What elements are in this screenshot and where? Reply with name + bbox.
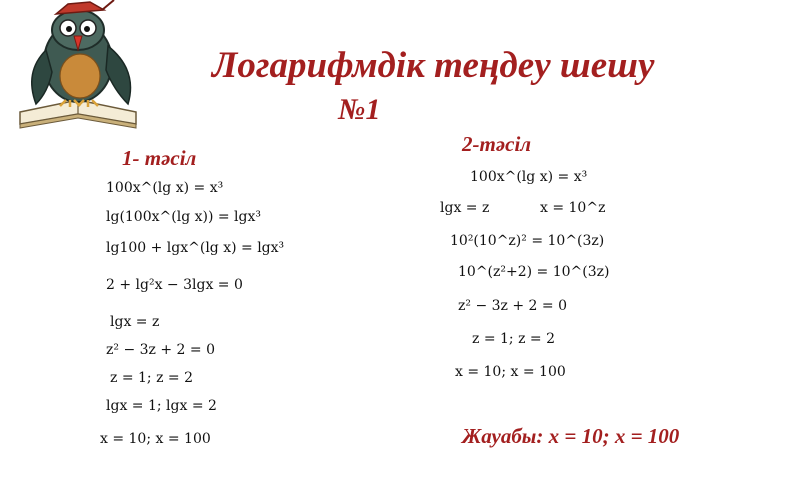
method2-step: 10²(10^z)² = 10^(3z) [450, 233, 605, 249]
method1-step: lg100 + lgx^(lg x) = lgx³ [106, 240, 285, 256]
method2-step: 10^(z²+2) = 10^(3z) [458, 264, 610, 280]
method2-step: 100x^(lg x) = x³ [470, 169, 588, 185]
method2-heading: 2-тәсіл [462, 132, 532, 156]
problem-number: №1 [338, 93, 381, 126]
owl-on-book-image [16, 0, 146, 132]
method1-step: z² − 3z + 2 = 0 [106, 342, 215, 358]
method2-step: lgx = z [440, 200, 490, 216]
answer-text: Жауабы: x = 10; x = 100 [462, 424, 680, 448]
method2-step: z² − 3z + 2 = 0 [458, 298, 567, 314]
method1-heading: 1- тәсіл [122, 146, 197, 170]
method2-step: z = 1; z = 2 [472, 331, 555, 347]
method1-step: z = 1; z = 2 [110, 370, 193, 386]
method2-step: x = 10^z [540, 200, 606, 216]
slide-title: Логарифмдік теңдеу шешу [212, 45, 655, 86]
method1-step: x = 10; x = 100 [100, 431, 211, 447]
method2-step: x = 10; x = 100 [455, 364, 566, 380]
method1-step: 100x^(lg x) = x³ [106, 180, 224, 196]
method1-step: lgx = 1; lgx = 2 [106, 398, 217, 414]
method1-step: lgx = z [110, 314, 160, 330]
method1-step: lg(100x^(lg x)) = lgx³ [106, 209, 261, 225]
method1-step: 2 + lg²x − 3lgx = 0 [106, 277, 243, 293]
